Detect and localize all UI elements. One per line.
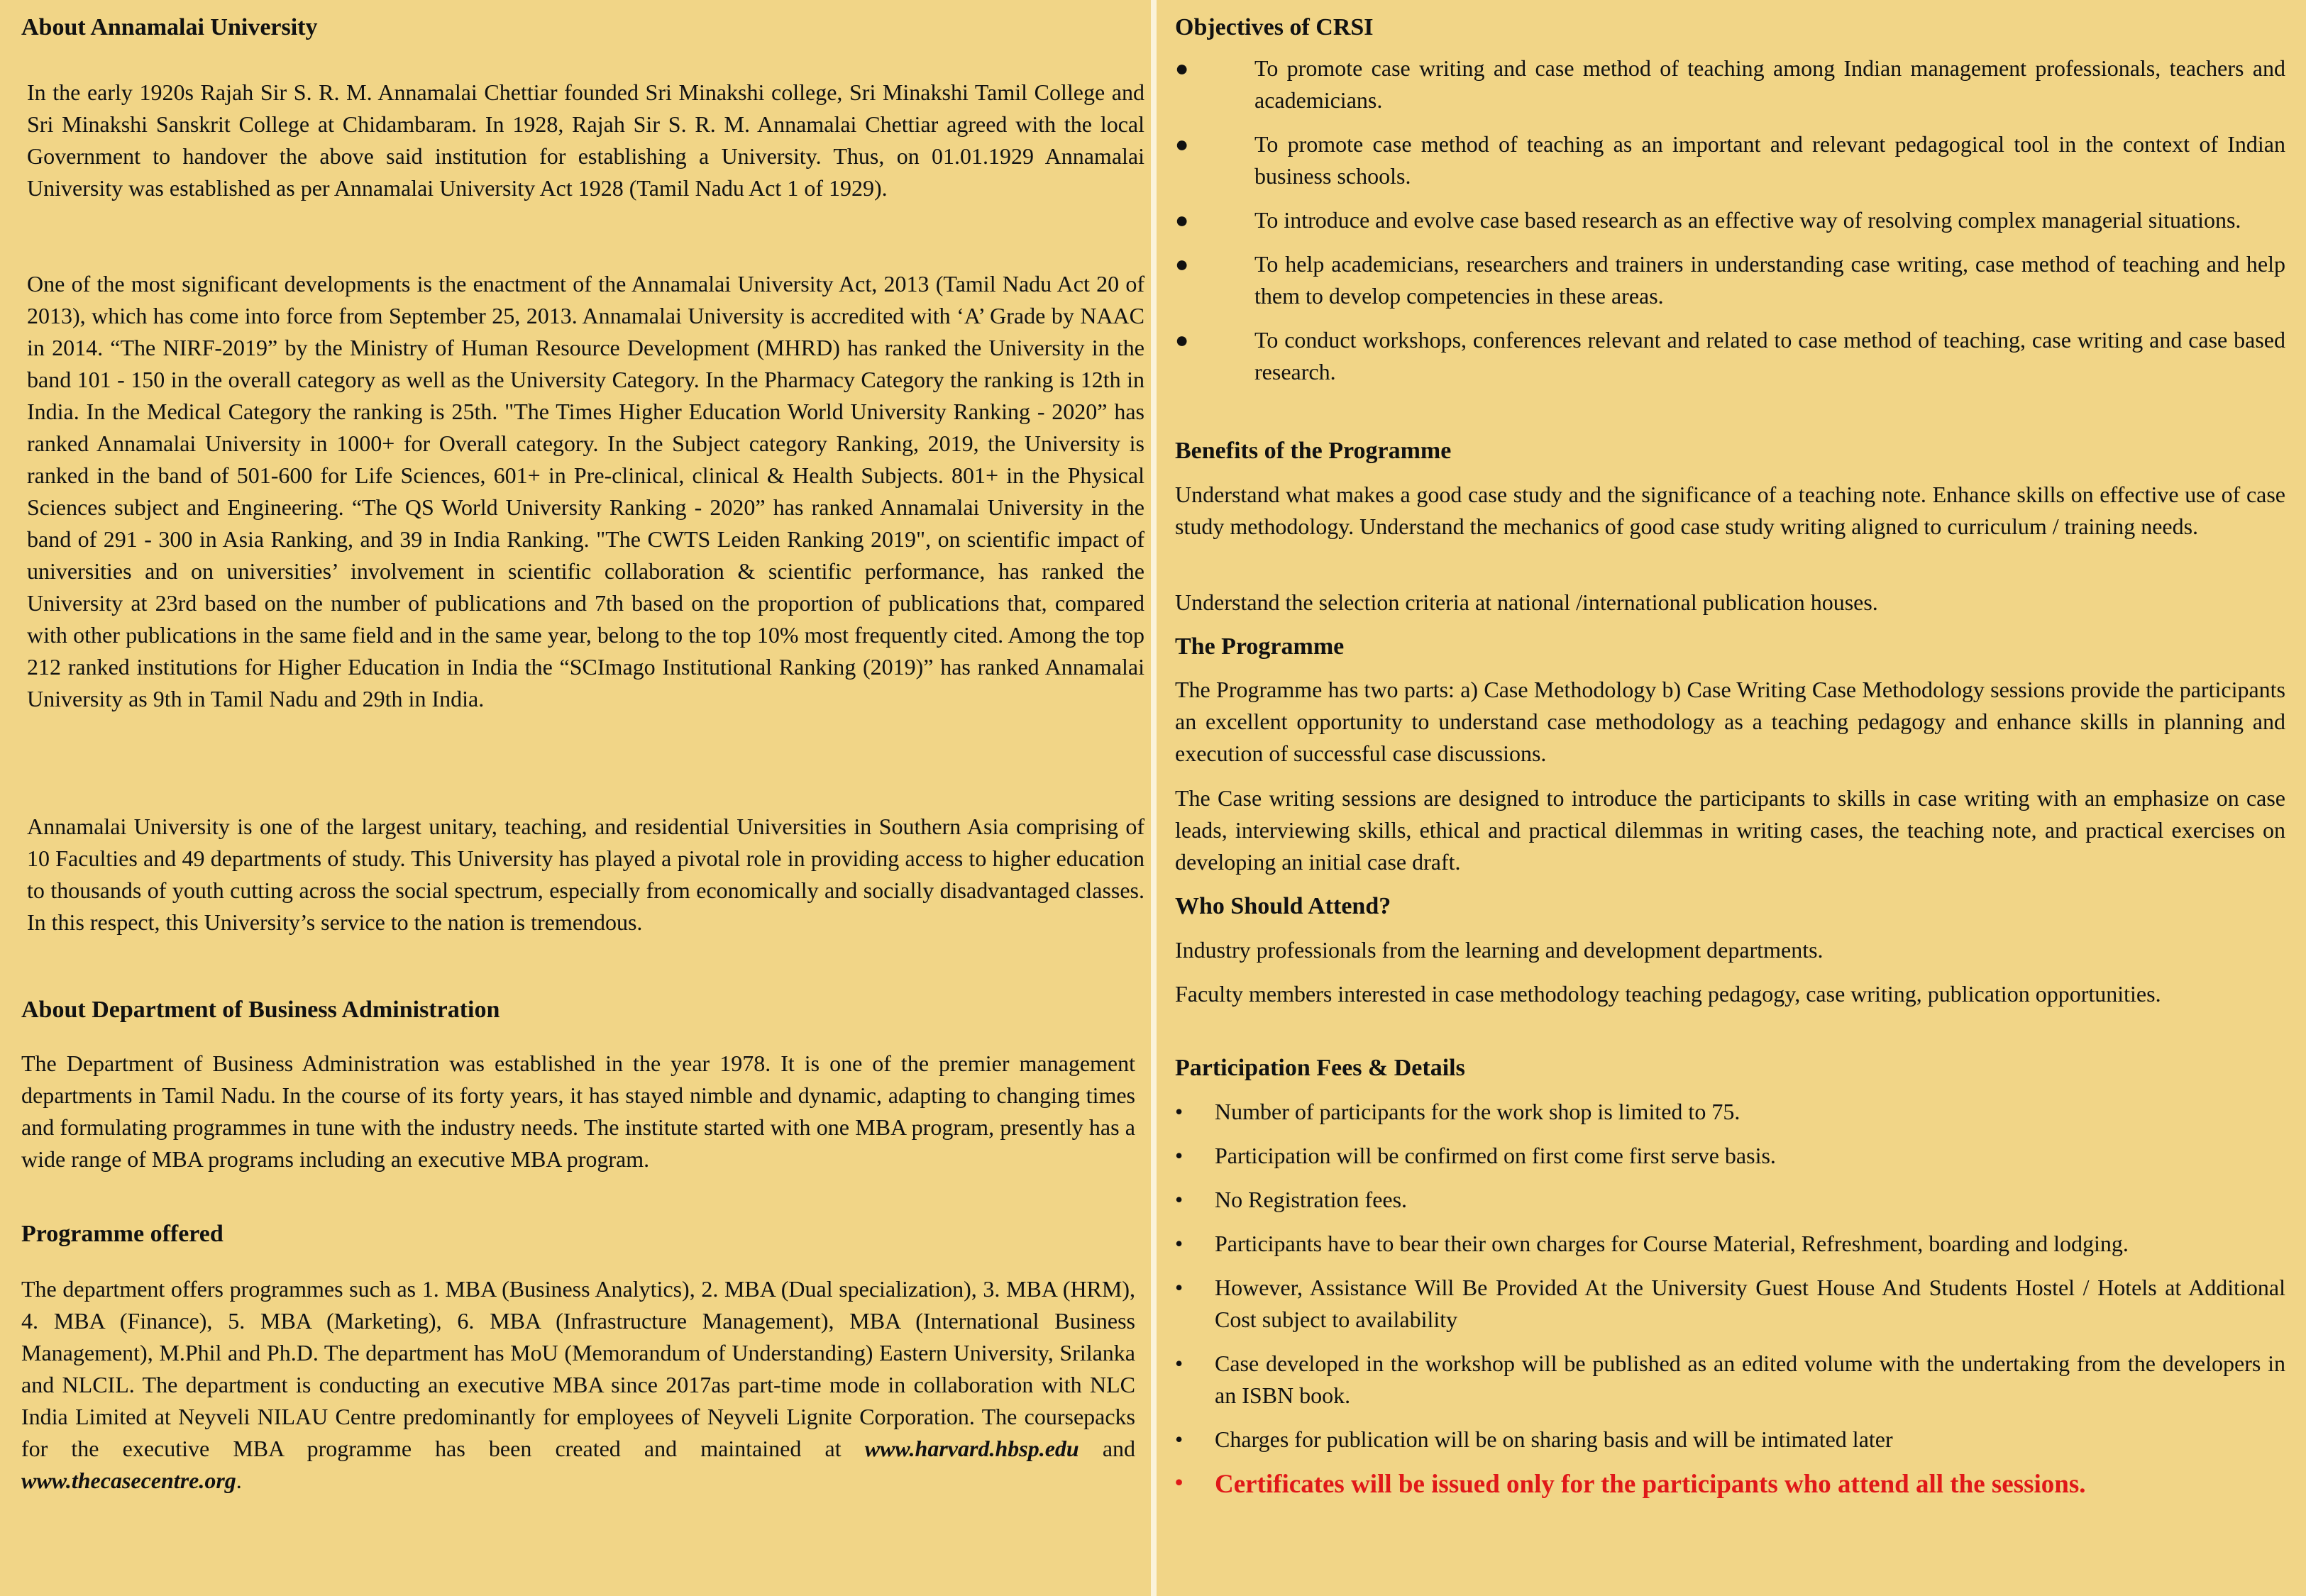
- objective-item: ● To introduce and evolve case based research as an effective way of resolving complex managerial situations.: [1175, 204, 2285, 236]
- attend-paragraph-2: Faculty members interested in case methodology teaching pedagogy, case writing, publication opportunities.: [1175, 981, 2161, 1007]
- fees-list: [1175, 1096, 2285, 1514]
- about-university-paragraph-1: In the early 1920s Rajah Sir S. R. M. Annamalai Chettiar founded Sri Minakshi college, Sri Minakshi Tamil College and Sri Minakshi Sanskrit College at Chidambaram. In 1928, Rajah Sir S. R. M. Annamalai Chettiar agreed with the local Government to handover the above said institution for establishing a University. Thus, on 01.01.1929 Annamalai University was established as per Annamalai University Act 1928 (Tamil Nadu Act 1 of 1929).: [27, 79, 1144, 201]
- objective-item: ● To conduct workshops, conferences relevant and related to case method of teaching, case writing and case based research.: [1175, 324, 2285, 388]
- bullet-icon: ●: [1175, 327, 1189, 353]
- bullet-icon: •: [1175, 1231, 1184, 1256]
- about-university-paragraph-2: One of the most significant developments is the enactment of the Annamalai University Act, 2013 (Tamil Nadu Act 20 of 2013), which has come into force from September 25, 2013. Annamalai University is accredited with ‘A’ Grade by NAAC in 2014. “The NIRF-2019” by the Ministry of Human Resource Development (MHRD) has ranked the University in the band 101 - 150 in the overall category as well as the University Category. In the Pharmacy Category the ranking is 12th in India. In the Medical Category the ranking is 25th. "The Times Higher Education World University Ranking - 2020” has ranked Annamalai University in 1000+ for Overall category. In the Subject category Ranking, 2019, the University is ranked in the band of 501-600 for Life Sciences, 601+ in Pre-clinical, clinical & Health Subjects. 801+ in the Physical Sciences subject and Engineering. “The QS World University Ranking - 2020” has ranked Annamalai University in the band of 291 - 300 in Asia Ranking, and 39 in India Ranking. "The CWTS Leiden Ranking 2019", on scientific impact of universities and on universities’ involvement in scientific collaboration & scientific performance, has ranked the University at 23rd based on the number of publications and 7th based on the proportion of publications that, compared with other publications in the same field and in the same year, belong to the top 10% most frequently cited. Among the top 212 ranked institutions for Higher Education in India the “SCImago Institutional Ranking (2019)” has ranked Annamalai University as 9th in Tamil Nadu and 29th in India.: [27, 271, 1144, 711]
- objectives-heading: Objectives of CRSI: [1175, 14, 1374, 40]
- bullet-icon: ●: [1175, 207, 1189, 233]
- fees-heading: Participation Fees & Details: [1175, 1055, 1465, 1081]
- about-university-paragraph-3: Annamalai University is one of the largest unitary, teaching, and residential Universities in Southern Asia comprising of 10 Faculties and 49 departments of study. This University has played a pivotal role in providing access to higher education to thousands of youth cutting across the social spectrum, especially from economically and socially disadvantaged classes. In this respect, this University’s service to the nation is tremendous.: [27, 814, 1144, 935]
- certificate-notice: • Certificates will be issued only for the participants who attend all the sessions.: [1175, 1468, 2285, 1502]
- fee-item: • Participation will be confirmed on first come first serve basis.: [1175, 1140, 2285, 1172]
- about-department-heading: About Department of Business Administration: [21, 997, 500, 1023]
- objective-item: ● To promote case writing and case method of teaching among Indian management professionals, teachers and academicians.: [1175, 52, 2285, 116]
- objective-item: ● To promote case method of teaching as an important and relevant pedagogical tool in the context of Indian business schools.: [1175, 128, 2285, 192]
- benefits-heading: Benefits of the Programme: [1175, 438, 1452, 464]
- fee-item: • Charges for publication will be on sharing basis and will be intimated later: [1175, 1424, 2285, 1456]
- programme-heading: The Programme: [1175, 633, 1345, 660]
- objectives-list: [1175, 52, 2285, 400]
- casecentre-link[interactable]: www.thecasecentre.org: [21, 1468, 236, 1493]
- and-word: and: [1102, 1436, 1136, 1461]
- bullet-icon: ●: [1175, 131, 1189, 157]
- bullet-icon: •: [1175, 1187, 1184, 1212]
- programme-offered-paragraph: [21, 1273, 1135, 1497]
- bullet-icon: ●: [1175, 251, 1189, 277]
- benefits-paragraph-2: Understand the selection criteria at national /international publication houses.: [1175, 589, 1878, 615]
- bullet-icon: ●: [1175, 55, 1189, 81]
- programme-offered-text: The department offers programmes such as 1. MBA (Business Analytics), 2. MBA (Dual specialization), 3. MBA (HRM), 4. MBA (Finance), 5. MBA (Marketing), 6. MBA (Infrastructure Management), MBA (International Business Management), M.Phil and Ph.D. The department has MoU (Memorandum of Understanding) Eastern University, Srilanka and NLCIL. The department is conducting an executive MBA since 2017as part-time mode in collaboration with NLC India Limited at Neyveli NILAU Centre predominantly for employees of Neyveli Lignite Corporation. The coursepacks for the executive MBA programme has been created and maintained at: [21, 1276, 1135, 1461]
- fee-item: • However, Assistance Will Be Provided At the University Guest House And Students Hostel / Hotels at Additional Cost subject to availability: [1175, 1272, 2285, 1336]
- bullet-icon: •: [1175, 1426, 1184, 1452]
- bullet-icon: •: [1175, 1351, 1184, 1376]
- programme-paragraph-2: The Case writing sessions are designed to introduce the participants to skills in case writing with an emphasize on case leads, interviewing skills, ethical and practical dilemmas in writing cases, the teaching note, and practical exercises on developing an initial case draft.: [1175, 785, 2285, 875]
- about-department-paragraph: The Department of Business Administration was established in the year 1978. It is one of the premier management departments in Tamil Nadu. In the course of its forty years, it has stayed nimble and dynamic, adapting to changing times and formulating programmes in tune with the industry needs. The institute started with one MBA program, presently has a wide range of MBA programs including an executive MBA program.: [21, 1051, 1135, 1172]
- bullet-icon: •: [1175, 1469, 1184, 1495]
- panel-divider: [1151, 0, 1157, 1596]
- bullet-icon: •: [1175, 1275, 1184, 1300]
- bullet-icon: •: [1175, 1099, 1184, 1124]
- benefits-paragraph-1: Understand what makes a good case study and the significance of a teaching note. Enhance skills on effective use of case study methodology. Understand the mechanics of good case study writing aligned to curriculum / training needs.: [1175, 482, 2285, 539]
- fee-item: • Case developed in the workshop will be published as an edited volume with the undertaking from the developers in an ISBN book.: [1175, 1348, 2285, 1412]
- harvard-link[interactable]: www.harvard.hbsp.edu: [864, 1436, 1079, 1461]
- who-should-attend-heading: Who Should Attend?: [1175, 893, 1391, 919]
- fee-item: • Participants have to bear their own charges for Course Material, Refreshment, boarding and lodging.: [1175, 1228, 2285, 1260]
- bullet-icon: •: [1175, 1143, 1184, 1168]
- objective-item: ● To help academicians, researchers and trainers in understanding case writing, case method of teaching and help them to develop competencies in these areas.: [1175, 248, 2285, 312]
- fee-item: • No Registration fees.: [1175, 1184, 2285, 1216]
- period: .: [236, 1468, 242, 1493]
- programme-paragraph-1: The Programme has two parts: a) Case Methodology b) Case Writing Case Methodology sessions provide the participants an excellent opportunity to understand case methodology as a teaching pedagogy and enhance skills in planning and execution of successful case discussions.: [1175, 677, 2285, 766]
- about-university-heading: About Annamalai University: [21, 14, 318, 40]
- fee-item: • Number of participants for the work shop is limited to 75.: [1175, 1096, 2285, 1128]
- attend-paragraph-1: Industry professionals from the learning and development departments.: [1175, 937, 1824, 963]
- programme-offered-heading: Programme offered: [21, 1221, 224, 1247]
